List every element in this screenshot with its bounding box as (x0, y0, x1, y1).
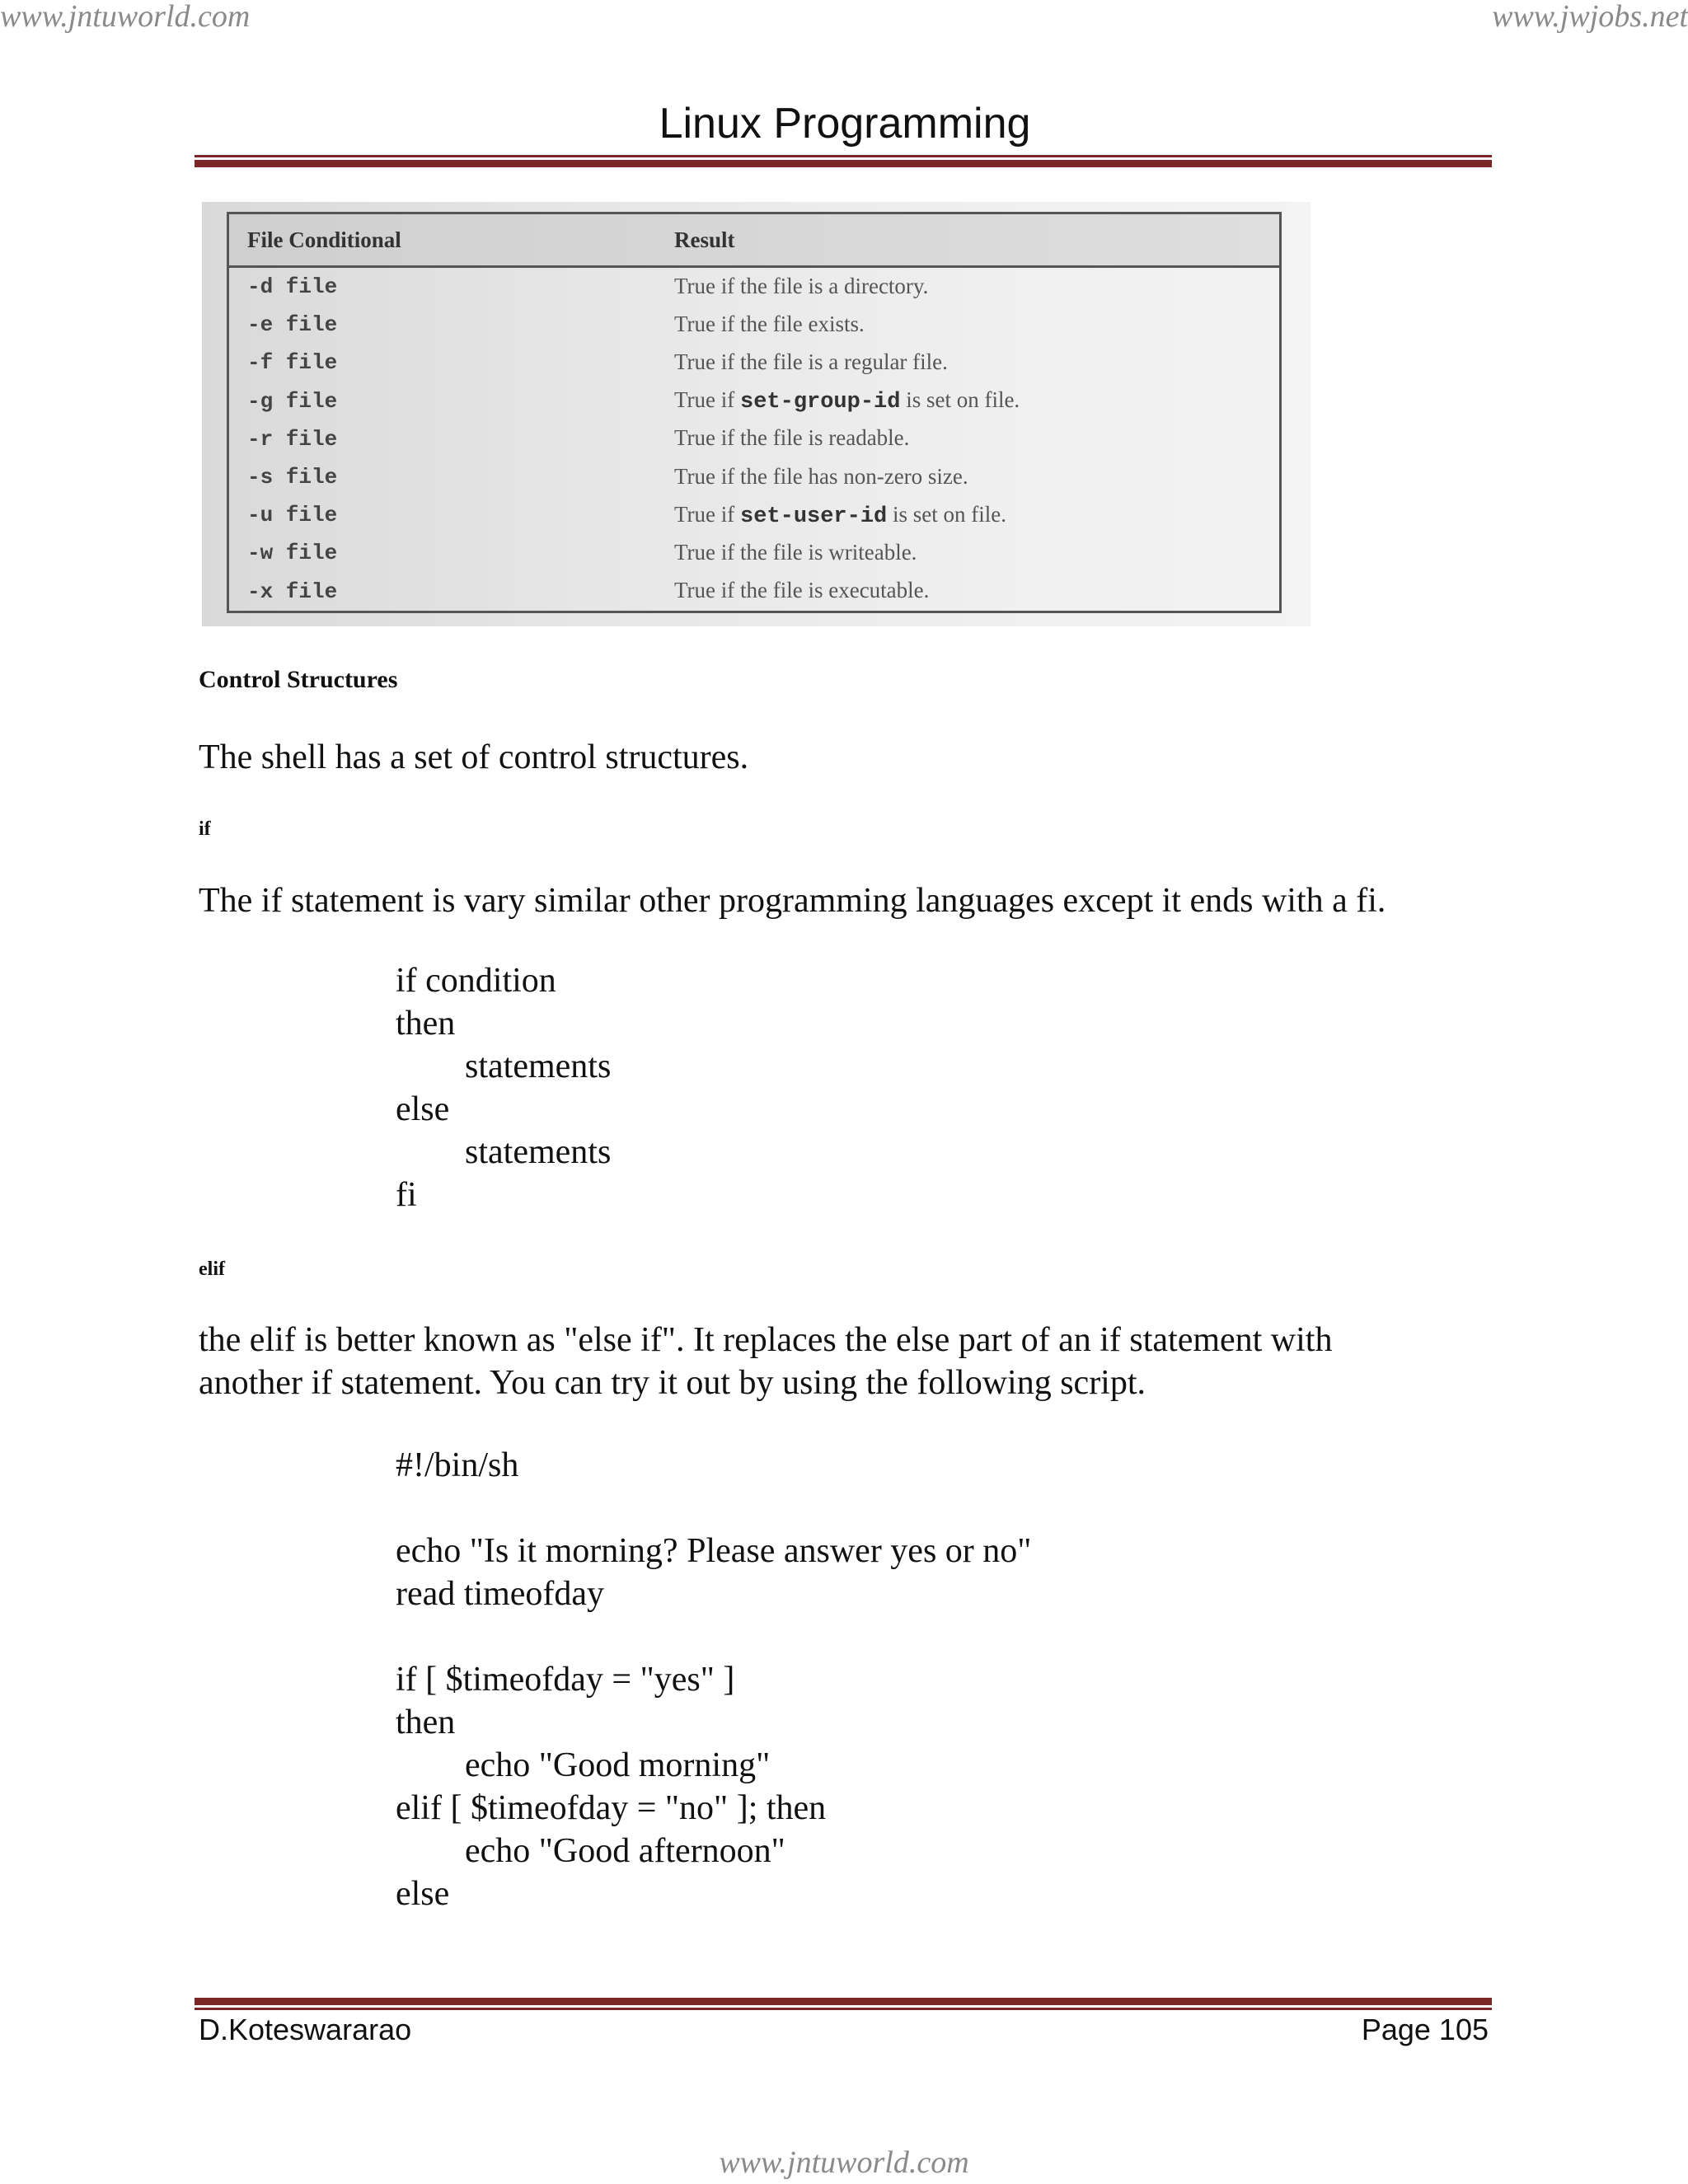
watermark-top-left: www.jntuworld.com (0, 0, 251, 34)
page-title: Linux Programming (659, 100, 1031, 148)
table-row (229, 344, 1279, 382)
elif-heading: elif (199, 1258, 225, 1280)
intro-paragraph: The shell has a set of control structures. (199, 738, 749, 776)
footer-author: D.Koteswararao (199, 2013, 412, 2046)
file-conditional-table-image (202, 202, 1311, 626)
script-code-block: #!/bin/sh echo "Is it morning? Please answer yes or no" read timeofday if [ $timeofday = "yes" ] then echo "Good morning" elif [ $timeofday = "no" ]; then echo "Good afternoon" else (396, 1446, 1032, 1913)
section-heading: Control Structures (199, 666, 398, 693)
elif-paragraph-line-1: the elif is better known as "else if". It replaces the else part of an if statement with (199, 1321, 1333, 1359)
if-heading: if (199, 818, 211, 840)
result-cell (674, 312, 865, 339)
result-text-tail: is set on file. (900, 387, 1020, 413)
file-conditional-cell: -r file (247, 426, 338, 452)
table-header-row (229, 214, 1279, 268)
watermark-top-right: www.jwjobs.net (1492, 0, 1688, 34)
file-conditional-cell: -s file (247, 465, 338, 490)
footer-page-number: Page 105 (1361, 2013, 1489, 2046)
result-text: True if the file is a directory. (674, 273, 929, 298)
table-row (229, 268, 1279, 306)
header-rule (195, 155, 1492, 167)
if-code-block: if condition then statements else statements fi (396, 962, 612, 1214)
result-cell (674, 387, 1020, 415)
file-conditional-cell: -u file (247, 503, 338, 528)
file-conditional-cell: -f file (247, 350, 338, 376)
table-header-result: Result (674, 227, 735, 252)
table-row (229, 534, 1279, 572)
result-text: True if the file is readable. (674, 425, 910, 451)
result-text: True if (674, 387, 741, 413)
table-header-conditional: File Conditional (247, 227, 401, 252)
result-text: True if the file is writeable. (674, 539, 917, 565)
result-cell (674, 349, 948, 377)
if-paragraph: The if statement is vary similar other programming languages except it ends with a fi. (199, 882, 1386, 920)
footer-rule (195, 1998, 1492, 2010)
table-row (229, 458, 1279, 496)
watermark-bottom: www.jntuworld.com (719, 2145, 969, 2180)
table-row (229, 573, 1279, 611)
result-text-tail: is set on file. (887, 501, 1006, 527)
result-text: True if the file is executable. (674, 578, 930, 603)
result-cell (674, 464, 968, 491)
file-conditional-cell: -g file (247, 388, 338, 414)
result-text: True if (674, 501, 741, 527)
table-row (229, 382, 1279, 420)
table-row (229, 306, 1279, 344)
result-cell (674, 502, 1006, 529)
result-text: True if the file exists. (674, 311, 865, 336)
file-conditional-cell: -d file (247, 274, 338, 300)
result-text: True if the file has non-zero size. (674, 463, 968, 489)
result-code: set-user-id (740, 504, 888, 529)
result-cell (674, 425, 909, 452)
table-body (229, 268, 1279, 611)
file-conditional-cell: -w file (247, 541, 338, 566)
result-cell (674, 540, 917, 567)
result-text: True if the file is a regular file. (674, 349, 948, 374)
result-cell (674, 274, 928, 301)
file-conditional-cell: -e file (247, 312, 338, 338)
file-conditional-table (227, 212, 1282, 613)
elif-paragraph-line-2: another if statement. You can try it out by using the following script. (199, 1364, 1146, 1402)
result-cell (674, 578, 929, 605)
table-row (229, 420, 1279, 458)
table-row (229, 496, 1279, 534)
result-code: set-group-id (740, 390, 901, 415)
file-conditional-cell: -x file (247, 579, 338, 604)
